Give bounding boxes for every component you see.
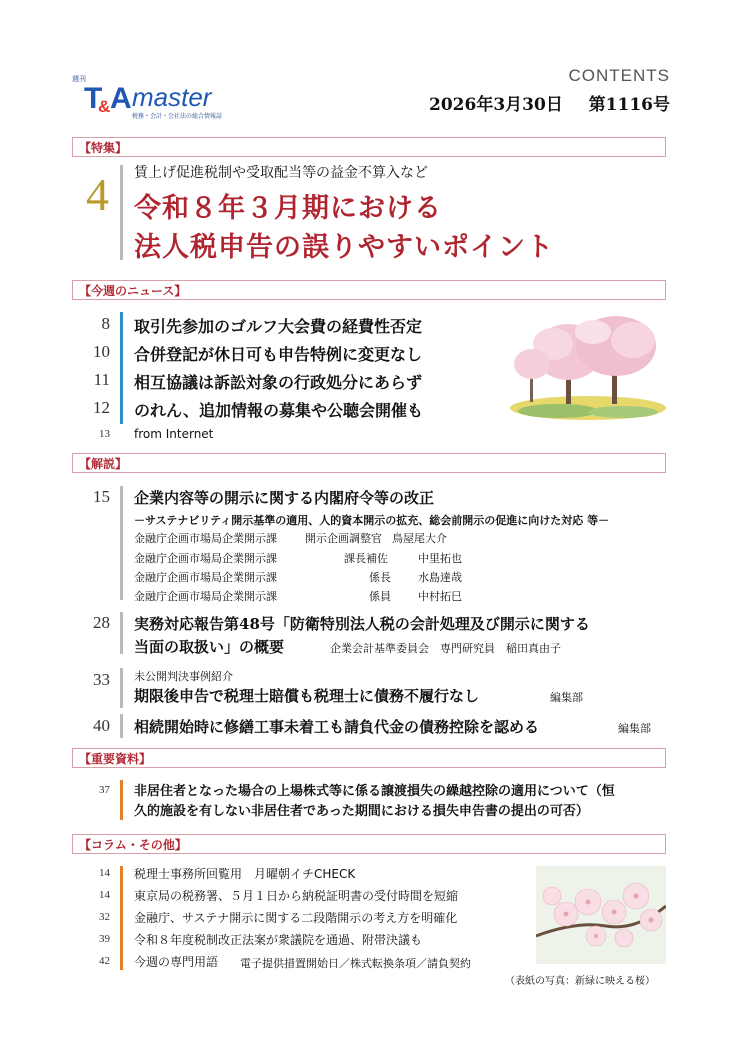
issue-number: 第1116号 [588, 95, 670, 115]
svg-text:T: T [84, 82, 101, 115]
author-org: 金融庁企画市場局企業開示課 [134, 532, 277, 545]
from-internet-label[interactable]: from Internet [134, 427, 214, 441]
column-bar [120, 866, 123, 970]
author-name: 鳥屋尾大介 [392, 532, 447, 545]
section-important [72, 748, 666, 768]
feature-title-line1[interactable]: 令和８年３月期における [134, 193, 442, 224]
section-column-label: 【コラム・その他】 [79, 838, 187, 852]
section-commentary-label: 【解説】 [79, 457, 128, 471]
column-item[interactable]: 税理士事務所回覧用 月曜朝イチCHECK [134, 867, 356, 881]
commentary-author: 編集部 [618, 722, 651, 735]
feature-bar [120, 165, 123, 260]
author-name: 中村拓巳 [418, 590, 462, 603]
commentary-title[interactable]: 企業内容等の開示に関する内閣府令等の改正 [134, 489, 435, 507]
commentary-bar-1 [120, 486, 123, 600]
internet-page: 13 [99, 428, 110, 440]
news-page: 8 [101, 314, 110, 333]
commentary-bar-4 [120, 714, 123, 738]
column-page: 14 [99, 889, 110, 901]
author-role: 課長補佐 [344, 552, 388, 565]
commentary-title[interactable]: 期限後申告で税理士賠償も税理士に債務不履行なし [134, 687, 480, 705]
commentary-page: 15 [93, 487, 110, 506]
column-page: 14 [99, 867, 110, 879]
svg-text:&: & [98, 97, 111, 116]
issue-line [429, 90, 670, 115]
column-page: 42 [99, 955, 110, 967]
section-news [72, 280, 666, 300]
important-text-line1[interactable]: 非居住者となった場合の上場株式等に係る譲渡損失の繰越控除の適用について（恒 [134, 784, 615, 799]
commentary-title-line2[interactable]: 当面の取扱い」の概要 [134, 638, 285, 656]
news-page: 10 [93, 342, 110, 361]
commentary-subtitle: －サステナビリティ開示基準の適用、人的資本開示の拡充、総会前開示の促進に向けた対応 等－ [134, 514, 610, 527]
commentary-page: 33 [93, 670, 110, 689]
svg-text:master: master [132, 82, 212, 112]
commentary-bar-2 [120, 612, 123, 654]
author-org: 金融庁企画市場局企業開示課 [134, 571, 277, 584]
section-feature [72, 137, 666, 157]
photo-caption: （表紙の写真：新緑に映える桜） [505, 976, 655, 987]
author-name: 中里拓也 [418, 552, 462, 565]
news-bar [120, 312, 123, 424]
column-page: 39 [99, 933, 110, 945]
author-role: 開示企画調整官 [305, 532, 382, 545]
author-role: 係長 [369, 571, 391, 584]
news-item[interactable]: 取引先参加のゴルフ大会費の経費性否定 [134, 317, 423, 336]
column-item-extra: 電子提供措置開始日／株式転換条項／請負契約 [240, 957, 471, 970]
cherry-blossom-illustration [508, 312, 666, 420]
logo-weekly: 週刊 [72, 75, 86, 83]
commentary-author: 編集部 [550, 691, 583, 704]
commentary-page: 28 [93, 613, 110, 632]
column-item[interactable]: 今週の専門用語 [134, 955, 219, 969]
commentary-title[interactable]: 相続開始時に修繕工事未着工も請負代金の債務控除を認める [134, 718, 540, 736]
section-column [72, 834, 666, 854]
section-commentary [72, 453, 666, 473]
issue-date: 2026年3月30日 [429, 95, 563, 115]
commentary-author: 企業会計基準委員会 専門研究員 稲田真由子 [330, 642, 561, 655]
svg-text:A: A [110, 82, 132, 115]
important-page: 37 [99, 784, 110, 796]
column-item[interactable]: 東京局の税務署、５月１日から納税証明書の受付時間を短縮 [134, 889, 459, 903]
cherry-blossom-photo [536, 866, 666, 964]
column-item[interactable]: 金融庁、サステナ開示に関する二段階開示の考え方を明確化 [134, 911, 458, 925]
logo-tagline: 税務・会計・会社法の総合情報誌 [132, 113, 223, 120]
feature-page-number: 4 [86, 169, 109, 220]
commentary-title-line1[interactable]: 実務対応報告第48号「防衛特別法人税の会計処理及び開示に関する [134, 615, 590, 633]
feature-title-line2[interactable]: 法人税申告の誤りやすいポイント [134, 232, 554, 263]
commentary-bar-3 [120, 668, 123, 708]
contents-label: CONTENTS [568, 66, 670, 85]
column-page: 32 [99, 911, 110, 923]
important-text-line2[interactable]: 久的施設を有しない非居住者であった期間における損失申告書の提出の可否） [134, 804, 589, 819]
author-org: 金融庁企画市場局企業開示課 [134, 590, 277, 603]
section-important-label: 【重要資料】 [79, 752, 152, 766]
author-name: 水島達哉 [418, 571, 462, 584]
news-page: 11 [93, 370, 110, 389]
important-bar [120, 780, 123, 820]
feature-subtitle: 賃上げ促進税制や受取配当等の益金不算入など [134, 165, 428, 181]
author-role: 係員 [369, 590, 391, 603]
news-item[interactable]: 相互協議は訴訟対象の行政処分にあらず [134, 373, 423, 392]
author-org: 金融庁企画市場局企業開示課 [134, 552, 277, 565]
news-item[interactable]: 合併登記が休日可も申告特例に変更なし [134, 345, 423, 364]
magazine-logo [72, 72, 272, 120]
news-page: 12 [93, 398, 110, 417]
commentary-page: 40 [93, 716, 110, 735]
commentary-kicker: 未公開判決事例紹介 [134, 670, 233, 683]
news-item[interactable]: のれん、追加情報の募集や公聴会開催も [134, 401, 423, 420]
section-feature-label: 【特集】 [79, 141, 128, 155]
column-item[interactable]: 令和８年度税制改正法案が衆議院を通過、附帯決議も [134, 933, 423, 947]
section-news-label: 【今週のニュース】 [79, 284, 187, 298]
